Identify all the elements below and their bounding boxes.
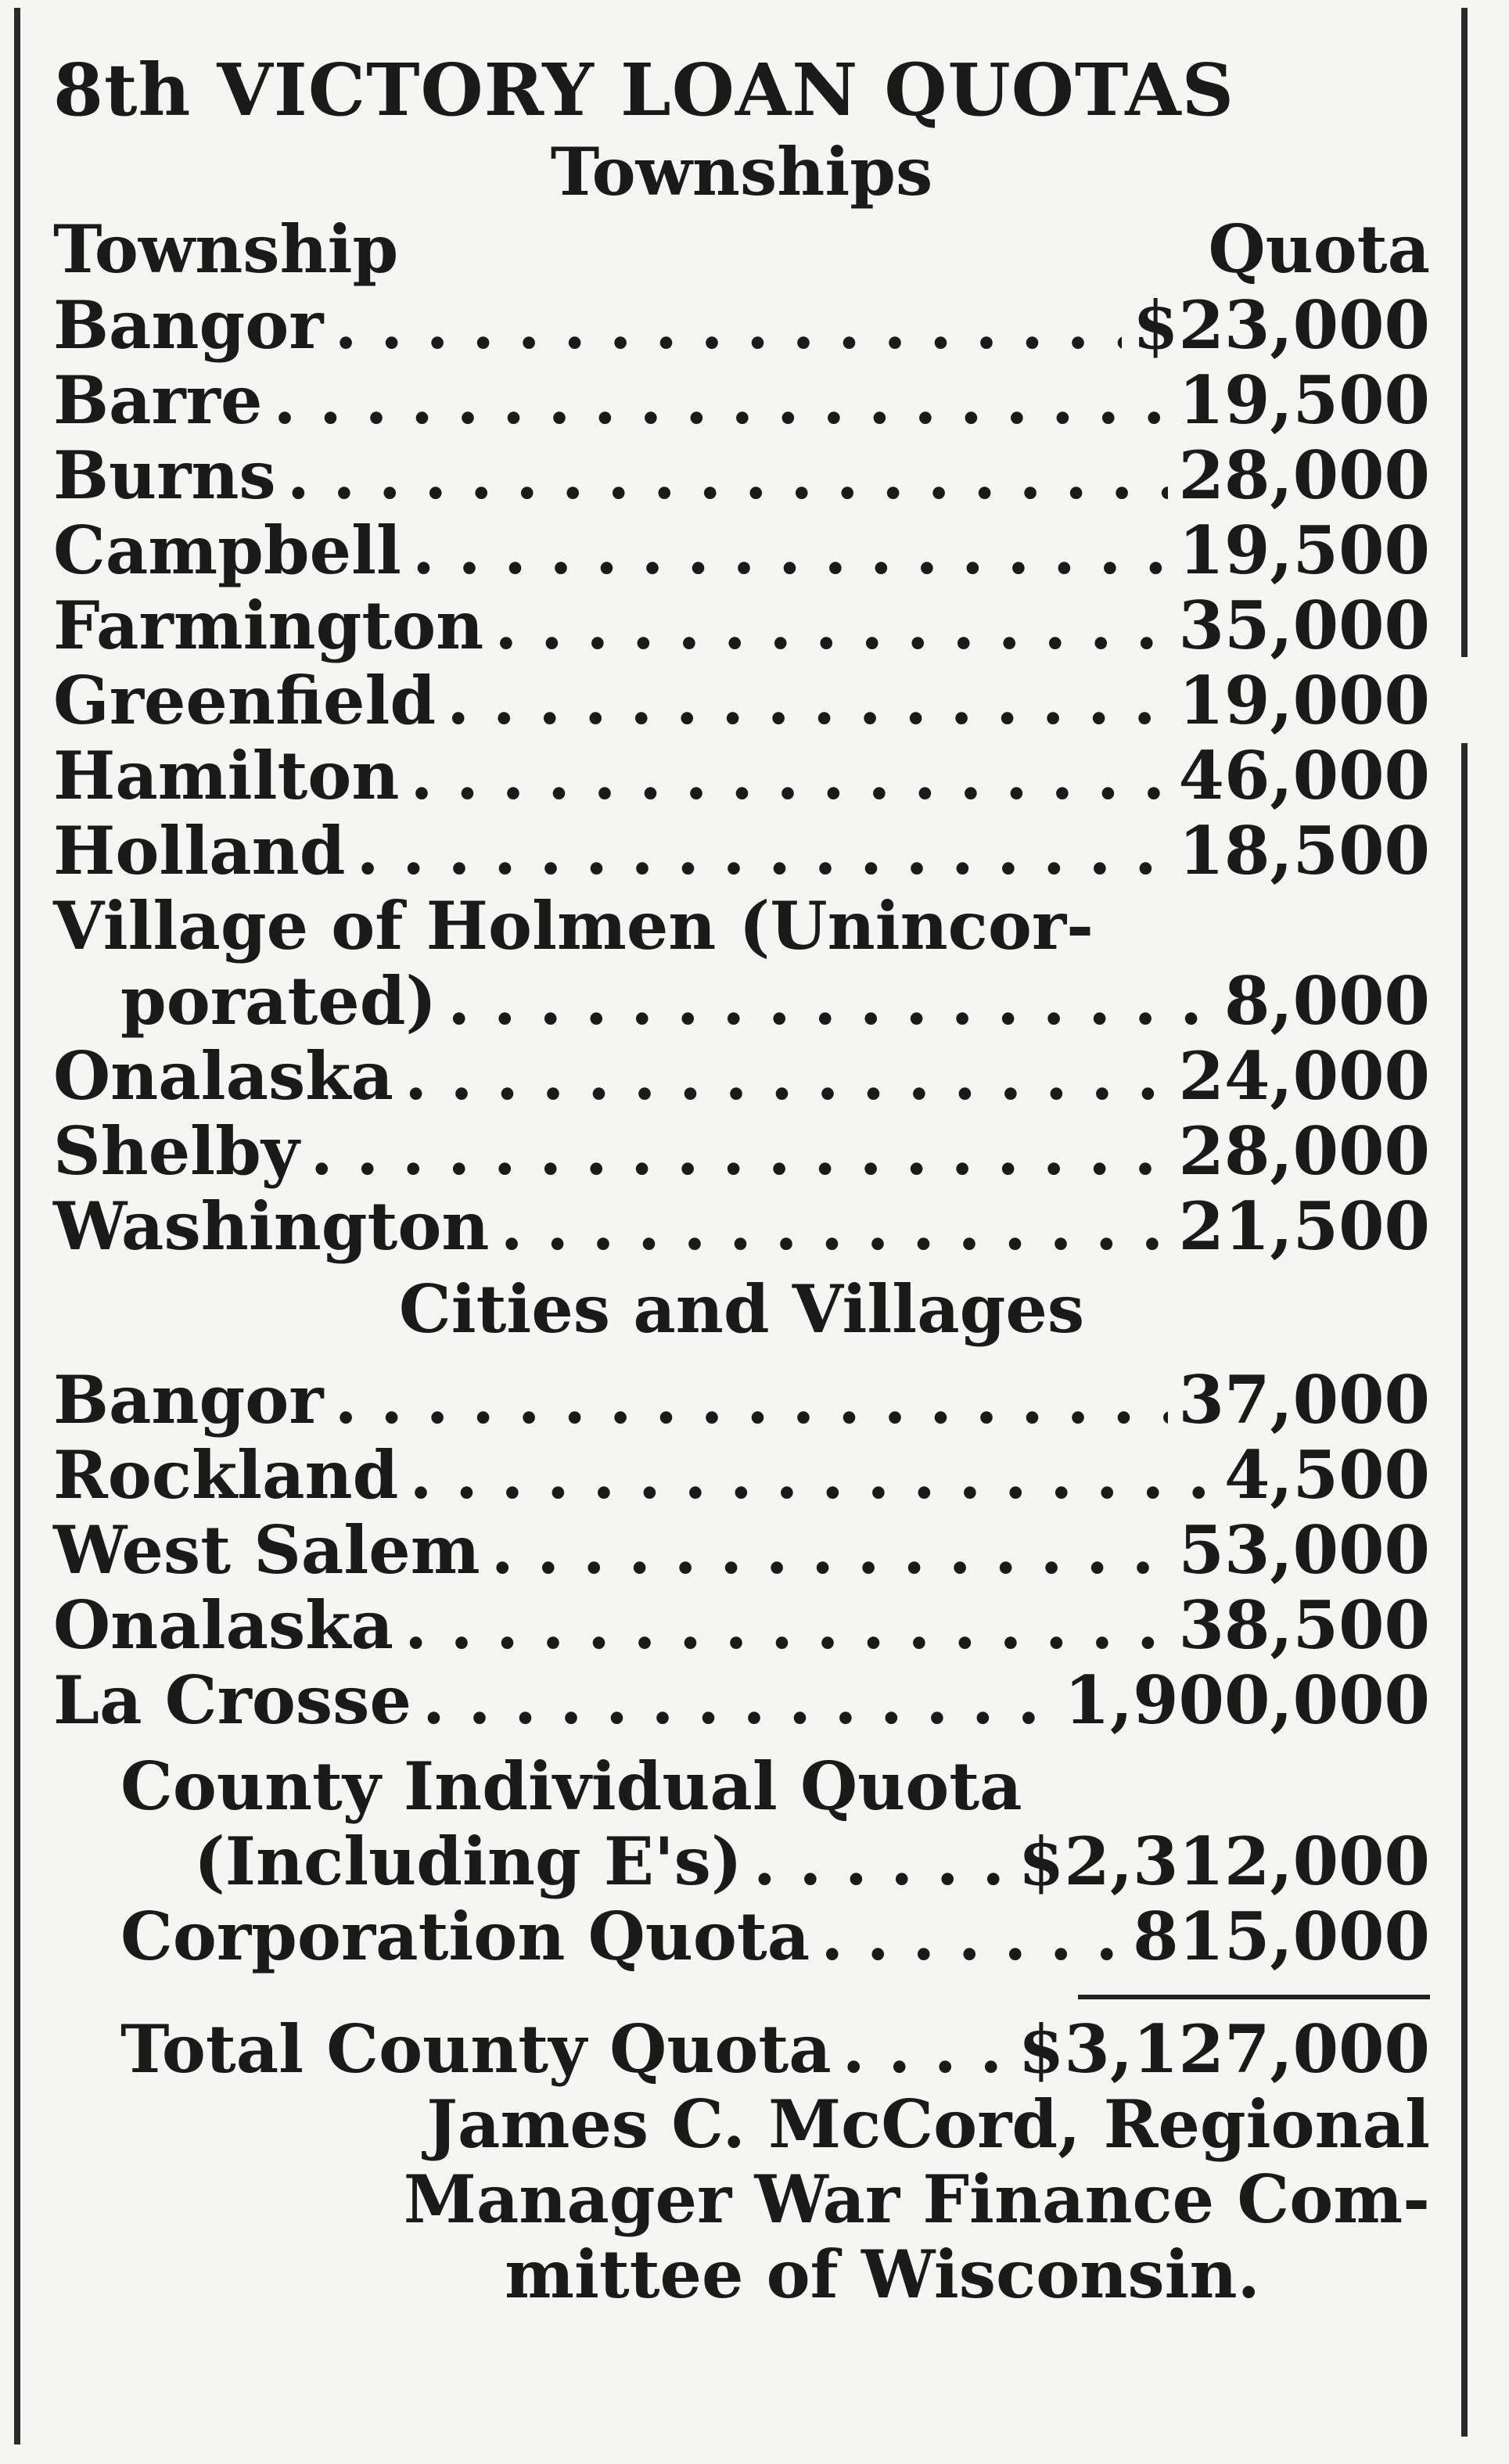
row-name: Washington (53, 1187, 490, 1265)
table-row (53, 513, 1430, 588)
table-row (53, 1438, 1430, 1513)
row-quota: 1,900,000 (1064, 1661, 1430, 1739)
row-quota: 37,000 (1178, 1361, 1430, 1439)
row-name: West Salem (53, 1511, 480, 1589)
table-row (53, 1663, 1430, 1738)
left-column-rule (14, 8, 20, 2444)
table-row (53, 438, 1430, 513)
total-row (53, 2012, 1430, 2087)
row-quota: 28,000 (1178, 1112, 1430, 1190)
leader-dots (335, 288, 1123, 363)
leader-dots (404, 1588, 1168, 1663)
leader-dots (287, 438, 1168, 513)
row-quota: 53,000 (1178, 1511, 1430, 1589)
right-column-rule-bottom (1461, 743, 1468, 2437)
leader-dots (447, 964, 1213, 1039)
row-name: Barre (53, 361, 263, 439)
row-quota: 21,500 (1178, 1187, 1430, 1265)
table-row (53, 288, 1430, 363)
table-row (53, 1114, 1430, 1189)
row-name: porated) (120, 962, 437, 1040)
row-name: Shelby (53, 1112, 300, 1190)
township-list (53, 288, 1430, 1264)
row-quota: $2,312,000 (1018, 1823, 1430, 1900)
leader-dots (447, 663, 1167, 738)
table-row (53, 1899, 1430, 1974)
row-name: Corporation Quota (120, 1898, 810, 1975)
table-row (53, 1513, 1430, 1588)
leader-dots (412, 513, 1168, 588)
row-quota: 38,500 (1178, 1586, 1430, 1664)
row-name: Bangor (53, 1361, 324, 1439)
leader-dots (843, 2012, 1008, 2087)
holmen-name-line1: Village of Holmen (Unincor- (53, 887, 1094, 964)
table-row (53, 1189, 1430, 1264)
article-title: 8th VICTORY LOAN QUOTAS (53, 48, 1235, 132)
leader-dots (753, 1824, 1008, 1899)
townships-heading: Townships (550, 133, 933, 210)
column-header (53, 211, 1430, 288)
table-row (53, 663, 1430, 738)
row-name: Farmington (53, 587, 484, 664)
cities-list (53, 1363, 1430, 1738)
row-name: Campbell (53, 512, 401, 589)
row-quota: 24,000 (1178, 1037, 1430, 1115)
row-quota: 46,000 (1178, 737, 1430, 814)
table-row (53, 964, 1430, 1039)
leader-dots (491, 1513, 1168, 1588)
leader-dots (409, 1438, 1213, 1513)
signature-block (53, 2087, 1430, 2312)
leader-dots (404, 1039, 1168, 1114)
signature-line: Manager War Finance Com- (403, 2160, 1430, 2238)
leader-dots (422, 1663, 1053, 1738)
leader-dots (335, 1363, 1168, 1438)
leader-dots (494, 588, 1167, 663)
signature-line: mittee of Wisconsin. (505, 2236, 1260, 2313)
row-quota: 4,500 (1223, 1436, 1430, 1514)
row-name: (Including E's) (194, 1823, 742, 1900)
column-header-township: Township (53, 210, 399, 288)
row-name: Bangor (53, 286, 324, 364)
total-label: Total County Quota (120, 2010, 832, 2088)
row-quota: 815,000 (1133, 1898, 1430, 1975)
table-row (53, 814, 1430, 889)
leader-dots (821, 1899, 1122, 1974)
table-row (53, 738, 1430, 814)
leader-dots (273, 363, 1167, 438)
cities-heading: Cities and Villages (398, 1270, 1085, 1348)
table-row (53, 1824, 1430, 1899)
right-column-rule-top (1461, 8, 1468, 657)
row-name: La Crosse (53, 1661, 411, 1739)
row-quota: $23,000 (1133, 286, 1430, 364)
row-quota: 35,000 (1178, 587, 1430, 664)
row-quota: 28,000 (1178, 436, 1430, 514)
row-quota: 19,000 (1178, 662, 1430, 739)
row-quota: 19,500 (1178, 361, 1430, 439)
quota-article (53, 47, 1430, 2312)
row-name: Onalaska (53, 1037, 393, 1115)
leader-dots (410, 738, 1167, 814)
leader-dots (311, 1114, 1168, 1189)
table-row (53, 1039, 1430, 1114)
total-quota: $3,127,000 (1018, 2010, 1430, 2088)
row-name: Rockland (53, 1436, 399, 1514)
signature-line: James C. McCord, Regional (426, 2085, 1430, 2163)
row-name: Burns (53, 436, 276, 514)
table-row (53, 588, 1430, 663)
total-rule (1078, 1995, 1430, 1999)
leader-dots (356, 814, 1167, 889)
leader-dots (500, 1189, 1167, 1264)
table-row (53, 363, 1430, 438)
column-header-quota: Quota (1208, 210, 1430, 288)
table-row (53, 1363, 1430, 1438)
row-quota: 19,500 (1178, 512, 1430, 589)
row-name: Onalaska (53, 1586, 393, 1664)
row-name: Greenfield (53, 662, 437, 739)
table-row (53, 1588, 1430, 1663)
row-name: Holland (53, 812, 346, 889)
row-name: Hamilton (53, 737, 400, 814)
row-quota: 18,500 (1178, 812, 1430, 889)
county-individual-line1: County Individual Quota (120, 1747, 1022, 1825)
row-quota: 8,000 (1223, 962, 1430, 1040)
